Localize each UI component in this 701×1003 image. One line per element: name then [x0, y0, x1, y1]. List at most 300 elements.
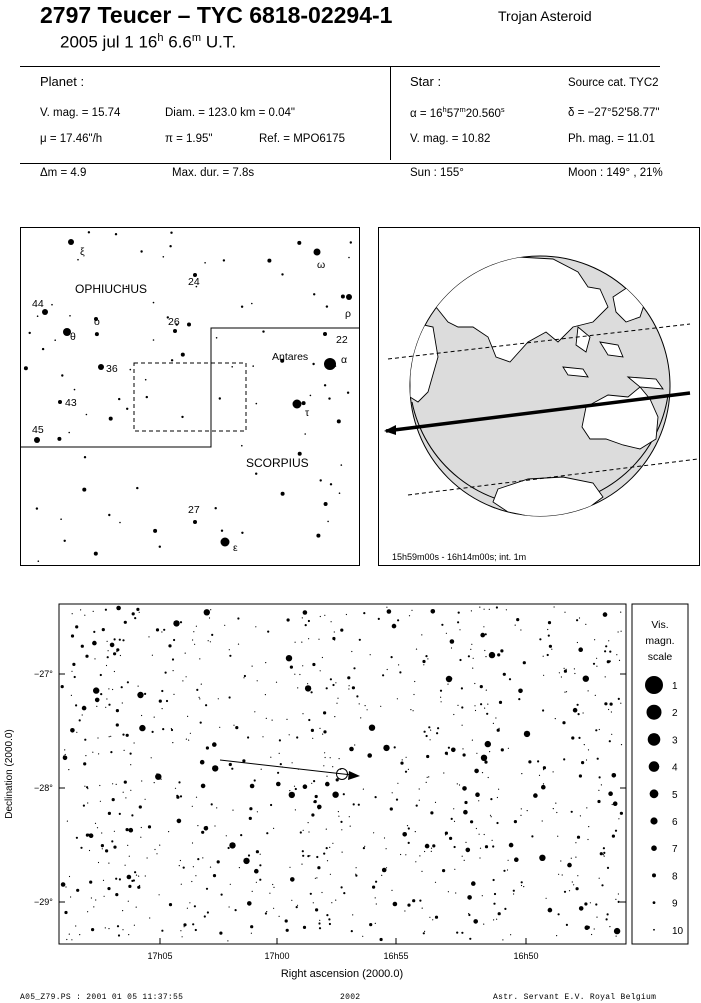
chart-star	[513, 893, 514, 894]
finder-star	[324, 384, 326, 386]
chart-star	[473, 919, 478, 924]
finder-star	[84, 456, 86, 458]
chart-star	[419, 788, 420, 789]
chart-star	[289, 790, 290, 791]
chart-star	[493, 919, 494, 920]
chart-star	[524, 731, 530, 737]
magnitude-dot-3	[648, 733, 661, 746]
chart-star	[186, 739, 187, 740]
chart-star	[500, 649, 503, 652]
star-photo-mag: Ph. mag. = 11.01	[568, 133, 656, 145]
chart-star	[490, 798, 492, 800]
chart-star	[107, 641, 108, 642]
footer-center: 2002	[340, 993, 361, 1002]
magnitude-label-3: 3	[672, 735, 678, 747]
chart-star	[605, 645, 607, 647]
chart-star	[108, 812, 111, 815]
chart-star	[208, 640, 209, 641]
chart-star	[64, 749, 65, 750]
chart-star	[479, 834, 480, 835]
chart-star	[100, 693, 102, 695]
chart-star	[497, 653, 500, 656]
chart-star	[107, 887, 110, 890]
chart-star	[139, 612, 140, 613]
finder-star	[42, 348, 44, 350]
chart-star	[247, 901, 252, 906]
chart-star	[580, 815, 581, 816]
chart-star	[503, 673, 506, 676]
chart-star	[114, 638, 116, 640]
chart-star	[325, 782, 330, 787]
chart-star	[286, 655, 292, 661]
finder-star	[251, 303, 253, 305]
chart-star	[286, 719, 287, 720]
chart-star	[233, 725, 234, 726]
chart-star	[474, 683, 475, 684]
chart-star	[615, 830, 617, 832]
chart-star	[466, 848, 471, 853]
chart-star	[453, 808, 454, 809]
chart-star	[431, 609, 436, 614]
chart-star	[199, 658, 200, 659]
magnitude-label-4: 4	[672, 762, 678, 774]
chart-star	[577, 875, 578, 876]
chart-star	[95, 698, 100, 703]
chart-star	[94, 658, 95, 659]
chart-star	[478, 800, 479, 801]
finder-star	[337, 419, 341, 423]
chart-star	[256, 850, 259, 853]
chart-star	[196, 689, 198, 691]
chart-star	[125, 797, 126, 798]
chart-star	[152, 655, 153, 656]
chart-star	[251, 933, 252, 934]
chart-star	[414, 681, 415, 682]
chart-star	[206, 746, 209, 749]
chart-star	[95, 899, 96, 900]
chart-star	[487, 704, 488, 705]
star-label-36: 36	[106, 363, 118, 375]
star-declination: δ = −27°52'58.77"	[568, 107, 660, 119]
chart-star	[387, 669, 388, 670]
chart-star	[128, 885, 131, 888]
chart-star	[265, 912, 267, 914]
chart-star	[332, 792, 338, 798]
chart-star	[219, 932, 222, 935]
chart-star	[83, 805, 85, 807]
finder-star	[193, 520, 197, 524]
finder-star	[108, 514, 110, 516]
chart-star	[613, 801, 618, 806]
chart-star	[604, 702, 607, 705]
chart-star	[108, 928, 109, 929]
chart-star	[266, 911, 267, 912]
chart-star	[606, 918, 608, 920]
star-label-27: 27	[188, 504, 200, 516]
chart-star	[569, 890, 570, 891]
chart-star	[141, 715, 142, 716]
chart-star	[127, 845, 128, 846]
chart-star	[127, 875, 132, 880]
chart-star	[479, 607, 480, 608]
finder-star	[330, 483, 332, 485]
chart-star	[457, 783, 458, 784]
chart-star	[254, 711, 255, 712]
chart-star	[260, 854, 261, 855]
star-label-22: 22	[336, 334, 348, 346]
chart-star	[603, 612, 608, 617]
chart-star	[556, 812, 557, 813]
chart-star	[573, 708, 578, 713]
chart-star	[422, 908, 423, 909]
chart-star	[385, 749, 386, 750]
chart-star	[562, 874, 563, 875]
chart-star	[79, 934, 80, 935]
chart-star	[192, 923, 194, 925]
chart-star	[125, 865, 126, 866]
chart-star	[485, 656, 486, 657]
chart-star	[459, 659, 461, 661]
chart-star	[461, 932, 463, 934]
chart-star	[458, 612, 460, 614]
chart-star	[375, 897, 376, 898]
chart-star	[443, 772, 444, 773]
chart-star	[340, 821, 342, 823]
info-mid-rule	[20, 163, 660, 164]
finder-star	[51, 304, 53, 306]
chart-star	[323, 853, 325, 855]
magnitude-dot-8	[652, 873, 656, 877]
chart-star	[156, 853, 157, 854]
chart-star	[391, 890, 392, 891]
chart-star	[480, 633, 485, 638]
chart-star	[489, 751, 490, 752]
xtick-17h05: 17h05	[147, 951, 173, 961]
chart-star	[407, 904, 410, 907]
chart-star	[365, 705, 366, 706]
chart-star	[426, 782, 427, 783]
chart-star	[446, 676, 452, 682]
chart-star	[510, 934, 511, 935]
ytick-minus28: −28°	[34, 783, 53, 793]
chart-star	[352, 686, 355, 689]
chart-star	[173, 620, 179, 626]
chart-star	[343, 793, 345, 795]
chart-star	[360, 717, 361, 718]
chart-star	[587, 839, 588, 840]
finder-star	[281, 492, 285, 496]
finder-star	[320, 479, 322, 481]
chart-star	[423, 932, 425, 934]
chart-star	[339, 758, 340, 759]
chart-star	[97, 737, 98, 738]
chart-star	[558, 913, 560, 915]
chart-star	[424, 851, 425, 852]
chart-star	[335, 682, 336, 683]
chart-star	[214, 825, 215, 826]
chart-star	[430, 739, 431, 740]
chart-star	[70, 896, 71, 897]
chart-star	[133, 879, 135, 881]
chart-star	[120, 655, 121, 656]
chart-star	[541, 785, 546, 790]
chart-star	[474, 705, 475, 706]
chart-star	[612, 804, 613, 805]
finder-star	[140, 250, 142, 252]
chart-star	[65, 886, 66, 887]
chart-star	[100, 801, 101, 802]
chart-star	[482, 772, 483, 773]
chart-star	[71, 939, 72, 940]
chart-star	[427, 777, 428, 778]
chart-star	[116, 709, 119, 712]
chart-star	[168, 644, 171, 647]
chart-star	[543, 656, 544, 657]
chart-star	[471, 644, 472, 645]
magnitude-label-7: 7	[672, 844, 678, 856]
chart-star	[69, 876, 70, 877]
chart-star	[603, 854, 604, 855]
chart-star	[190, 733, 191, 734]
chart-star	[553, 771, 554, 772]
object-type: Trojan Asteroid	[498, 8, 592, 24]
chart-star	[566, 691, 567, 692]
planet-motion: μ = 17.46"/h	[40, 133, 103, 145]
chart-star	[177, 819, 182, 824]
chart-star	[547, 654, 549, 656]
chart-star	[279, 753, 280, 754]
finder-star	[95, 332, 99, 336]
chart-star	[373, 832, 374, 833]
finder-star	[34, 437, 40, 443]
chart-star	[308, 719, 310, 721]
chart-star	[549, 645, 552, 648]
planet-reference: Ref. = MPO6175	[259, 133, 345, 145]
finder-star	[74, 389, 76, 391]
magnitude-label-10: 10	[672, 925, 684, 937]
chart-star	[270, 757, 271, 758]
star-label-xi: ξ	[80, 246, 85, 258]
chart-star	[402, 832, 407, 837]
chart-star	[197, 858, 199, 860]
chart-star	[607, 913, 609, 915]
chart-star	[539, 855, 545, 861]
chart-star	[485, 741, 491, 747]
scale-title-scale: scale	[647, 651, 673, 663]
chart-star	[295, 642, 296, 643]
chart-star	[307, 683, 308, 684]
chart-star	[173, 639, 175, 641]
chart-star	[391, 656, 393, 658]
chart-star	[161, 690, 163, 692]
finder-star	[130, 369, 132, 371]
chart-star	[584, 744, 585, 745]
chart-star	[448, 747, 450, 749]
magnitude-dot-5	[650, 789, 659, 798]
chart-star	[355, 875, 357, 877]
chart-star	[328, 918, 330, 920]
chart-star	[92, 641, 97, 646]
chart-star	[369, 725, 375, 731]
chart-star	[152, 731, 154, 733]
chart-star	[101, 844, 104, 847]
chart-star	[341, 829, 342, 830]
chart-star	[230, 884, 231, 885]
chart-star	[521, 808, 522, 809]
chart-star	[316, 877, 317, 878]
magnitude-label-2: 2	[672, 708, 678, 720]
chart-star	[483, 924, 484, 925]
chart-star	[128, 934, 129, 935]
chart-star	[319, 927, 321, 929]
chart-star	[496, 606, 498, 608]
chart-star	[75, 704, 77, 706]
chart-star	[98, 862, 99, 863]
chart-star	[331, 621, 332, 622]
chart-star	[354, 744, 355, 745]
chart-star	[242, 759, 245, 762]
chart-star	[491, 816, 492, 817]
chart-star	[609, 926, 610, 927]
chart-star	[419, 900, 421, 902]
finder-star	[171, 359, 173, 361]
chart-star	[92, 752, 93, 753]
chart-star	[202, 857, 203, 858]
chart-star	[181, 884, 182, 885]
chart-star	[347, 676, 350, 679]
chart-star	[576, 619, 578, 621]
chart-star	[180, 860, 181, 861]
chart-star	[430, 811, 433, 814]
sun-elongation: Sun : 155°	[410, 167, 464, 179]
chart-star	[595, 729, 597, 731]
chart-star	[465, 842, 466, 843]
chart-star	[318, 808, 319, 809]
chart-star	[326, 829, 327, 830]
chart-star	[611, 711, 612, 712]
xtick-16h55: 16h55	[383, 951, 409, 961]
chart-star	[459, 629, 460, 630]
chart-star	[419, 855, 420, 856]
chart-star	[126, 828, 129, 831]
planet-diameter: Diam. = 123.0 km = 0.04"	[165, 107, 296, 119]
chart-star	[471, 881, 476, 886]
chart-star	[184, 926, 185, 927]
chart-star	[462, 748, 463, 749]
chart-star	[80, 609, 81, 610]
chart-star	[456, 932, 458, 934]
chart-star	[210, 641, 211, 642]
chart-star	[227, 940, 228, 941]
chart-star	[424, 931, 425, 932]
magnitude-dot-4	[649, 761, 660, 772]
star-vmag: V. mag. = 10.82	[410, 133, 491, 145]
chart-star	[448, 891, 449, 892]
chart-star	[572, 881, 573, 882]
chart-star	[308, 620, 310, 622]
chart-star	[240, 834, 242, 836]
finder-star	[221, 530, 223, 532]
finder-star	[60, 518, 62, 520]
chart-star	[61, 882, 66, 887]
info-top-rule	[20, 66, 660, 67]
chart-star	[249, 807, 252, 810]
chart-star	[359, 703, 360, 704]
chart-star	[112, 798, 115, 801]
star-label-43: 43	[65, 397, 77, 409]
chart-star	[276, 682, 277, 683]
chart-star	[621, 744, 622, 745]
chart-star	[442, 869, 445, 872]
chart-star	[412, 899, 415, 902]
chart-star	[231, 768, 233, 770]
magnitude-dot-7	[651, 845, 657, 851]
chart-star	[425, 844, 430, 849]
chart-star	[332, 766, 333, 767]
chart-star	[106, 698, 107, 699]
chart-star	[108, 863, 109, 864]
chart-star	[297, 687, 298, 688]
chart-star	[185, 653, 186, 654]
chart-star	[583, 676, 589, 682]
chart-star	[315, 908, 318, 911]
chart-star	[375, 796, 377, 798]
chart-star	[303, 830, 304, 831]
chart-star	[615, 899, 616, 900]
chart-star	[542, 709, 544, 711]
chart-star	[571, 858, 572, 859]
chart-star	[172, 658, 174, 660]
chart-star	[303, 926, 306, 929]
chart-star	[122, 734, 124, 736]
chart-star	[310, 893, 312, 895]
chart-star	[302, 617, 303, 618]
chart-star	[426, 755, 429, 758]
chart-star	[392, 792, 393, 793]
chart-star	[154, 717, 155, 718]
chart-star	[138, 686, 139, 687]
chart-star	[124, 750, 125, 751]
finder-star	[153, 302, 155, 304]
planet-parallax: π = 1.95"	[165, 133, 213, 145]
chart-star	[76, 732, 77, 733]
chart-star	[317, 866, 320, 869]
chart-star	[96, 706, 97, 707]
chart-star	[436, 732, 438, 734]
chart-star	[571, 811, 573, 813]
chart-star	[454, 869, 455, 870]
chart-star	[204, 826, 209, 831]
finder-star	[324, 358, 336, 370]
chart-star	[75, 925, 76, 926]
chart-star	[173, 670, 174, 671]
chart-star	[590, 902, 591, 903]
chart-star	[578, 713, 580, 715]
chart-star	[122, 929, 123, 930]
chart-star	[620, 612, 621, 613]
chart-star	[520, 629, 521, 630]
chart-star	[440, 690, 442, 692]
finder-chart	[20, 227, 362, 568]
chart-star	[75, 625, 78, 628]
chart-star	[326, 776, 327, 777]
chart-star	[144, 693, 146, 695]
page-title: 2797 Teucer – TYC 6818-02294-1	[40, 2, 393, 28]
chart-star	[121, 686, 123, 688]
chart-star	[405, 771, 407, 773]
chart-star	[329, 847, 330, 848]
chart-star	[334, 639, 335, 640]
